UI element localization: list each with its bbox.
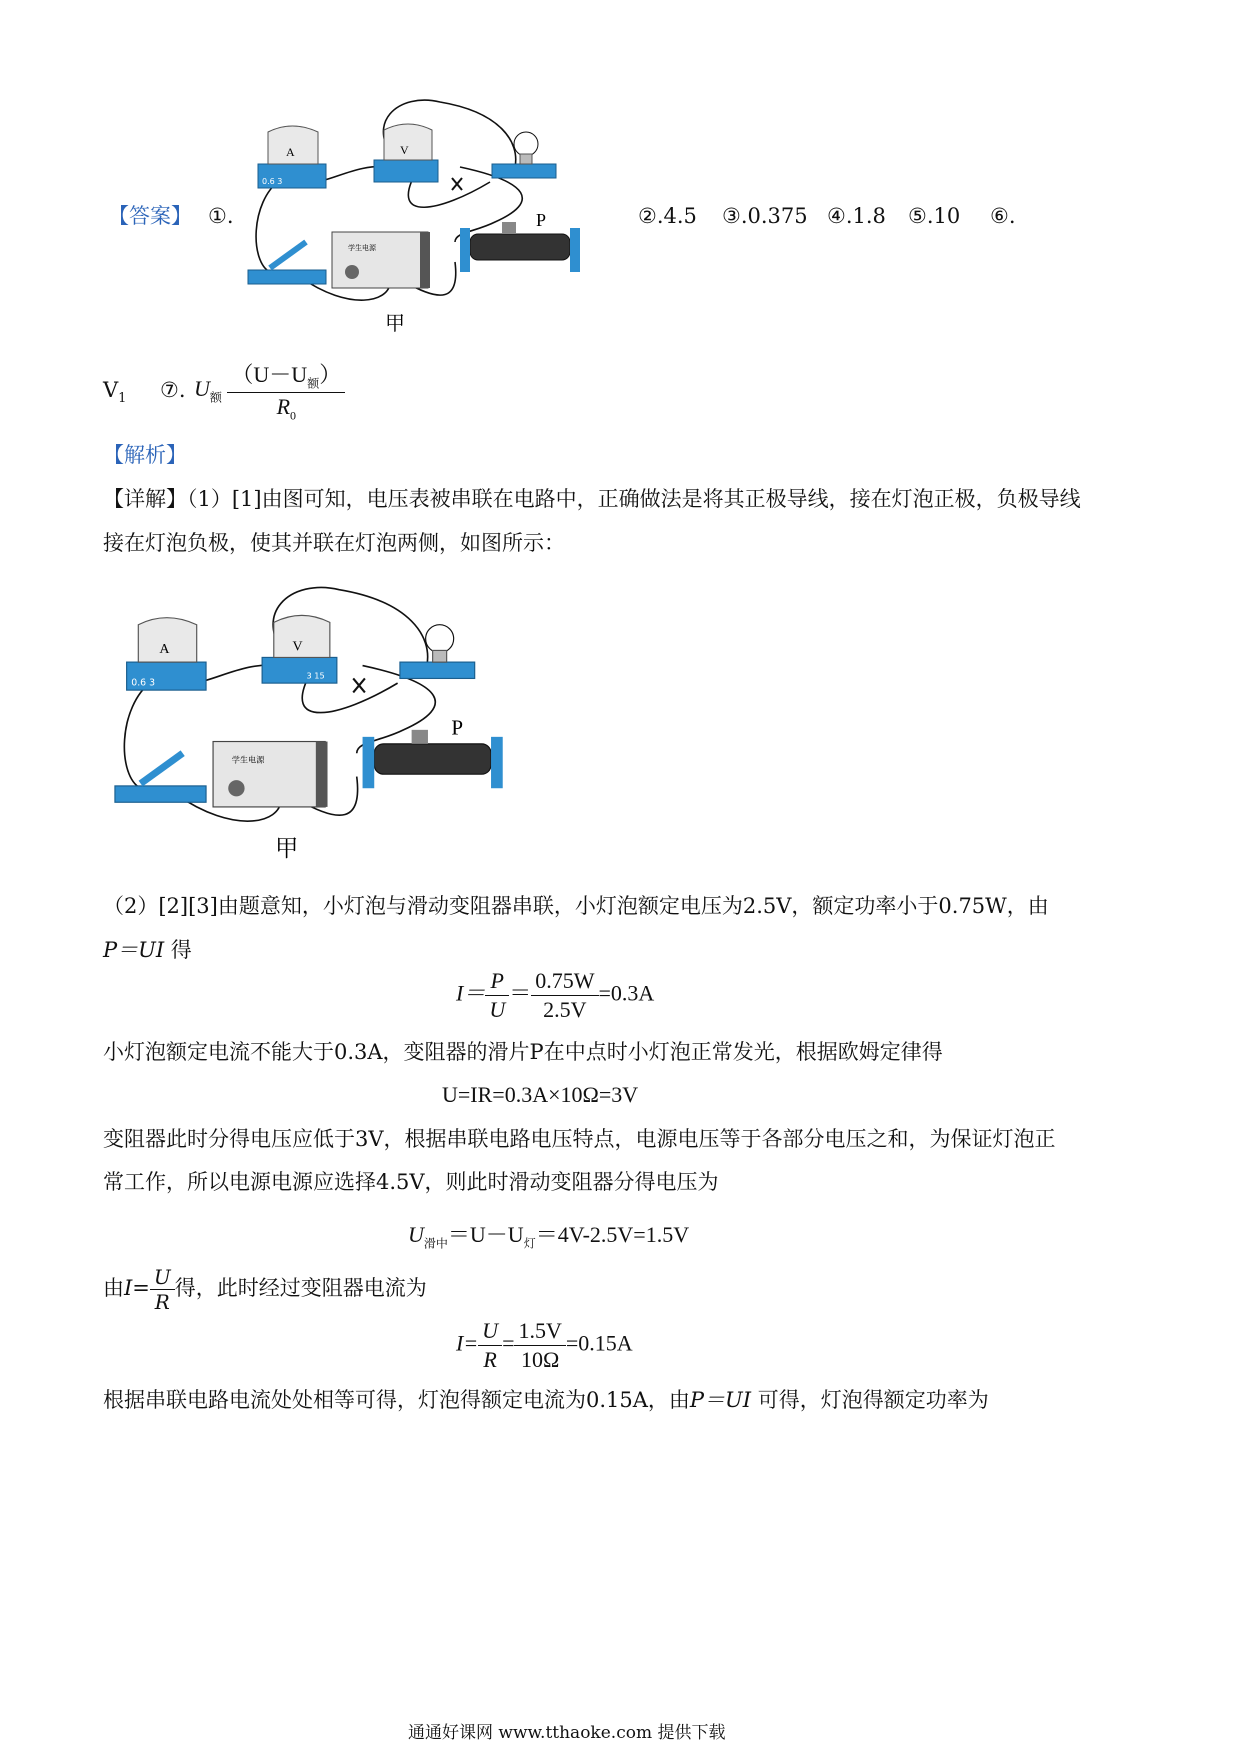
power-supply-label: 学生电源 [348, 244, 376, 252]
analysis-label: 【解析】 [103, 443, 187, 467]
slider-p-label: P [536, 210, 547, 230]
ammeter-label: A [286, 145, 295, 159]
power-supply-label-2: 学生电源 [231, 754, 265, 765]
circuit-diagram-corrected [100, 578, 520, 870]
part2-line-6: 由I= $\frac{U}{R}$ 得，此时经过变阻器电流为 [103, 1265, 427, 1314]
equation-ohm: U=IR=0.3A×10Ω=3V [442, 1082, 639, 1107]
equation-rheostat-current: I= $\frac{U}{R}$ = $\frac{1.5V}{10\Omega}$ =0.15A [456, 1318, 633, 1372]
part2-line-1: （2）[2][3]由题意知，小灯泡与滑动变阻器串联，小灯泡额定电压为2.5V，额定功率小于0.75W，由 [103, 894, 1049, 918]
part2-line-2: P＝UI 得 [103, 938, 192, 962]
answer-v1: $V_1$ [103, 378, 127, 407]
part2-line-3: 小灯泡额定电流不能大于0.3A，变阻器的滑片P在中点时小灯泡正常发光，根据欧姆定律得 [103, 1040, 943, 1064]
voltmeter-label-2: V [292, 639, 303, 655]
figure-caption-2: 甲 [274, 833, 299, 862]
answer-item-3: ③.0.375 [722, 204, 808, 228]
ammeter-scale: 0.6 3 [262, 177, 283, 186]
answer-item-5: ⑤.10 [908, 204, 961, 228]
detail-line-2: 接在灯泡负极，使其并联在灯泡两侧，如图所示： [103, 531, 565, 555]
ammeter-label-2: A [159, 641, 170, 657]
equation-current-max: I＝ $\frac{P}{U}$ ＝ $\frac{0.75W}{2.5V}$ =0.3A [456, 968, 655, 1022]
part2-line-7: 根据串联电路电流处处相等可得，灯泡得额定电流为0.15A，由P＝UI 可得，灯泡得额定功率为 [103, 1388, 989, 1412]
answer-item-6: ⑥. [990, 204, 1016, 228]
slider-p-label-2: P [451, 715, 464, 740]
part2-line-4: 变阻器此时分得电压应低于3V，根据串联电路电压特点，电源电压等于各部分电压之和，为保证灯泡正 [103, 1127, 1056, 1151]
answer-item-1: ①. [208, 204, 234, 228]
voltmeter-scale-2: 3 15 [306, 670, 325, 681]
answer-item-4: ④.1.8 [827, 204, 886, 228]
answer-item-7: ⑦. [160, 378, 186, 402]
part2-line-5: 常工作，所以电源电源应选择4.5V，则此时滑动变阻器分得电压为 [103, 1170, 719, 1194]
equation-rheostat-voltage: $U_{滑中}=U-U_灯=4V-2.5V=1.5V$ [408, 1222, 690, 1251]
answer-label: 【答案】 [108, 204, 192, 228]
answer-item-2: ②.4.5 [638, 204, 697, 228]
circuit-diagram-answer [240, 92, 590, 342]
detail-line-1: 【详解】（1）[1]由图可知，电压表被串联在电路中，正确做法是将其正极导线，接在灯泡正极，负极导线 [103, 487, 1081, 511]
figure-caption: 甲 [385, 311, 405, 335]
voltmeter-label: V [400, 143, 409, 157]
ammeter-scale-2: 0.6 3 [131, 677, 156, 689]
answer-formula-7: $U_额$ $\frac{(U-U_额)}{R_0}$ [194, 358, 345, 424]
footer-source: 通通好课网 www.tthaoke.com 提供下载 [408, 1723, 726, 1743]
